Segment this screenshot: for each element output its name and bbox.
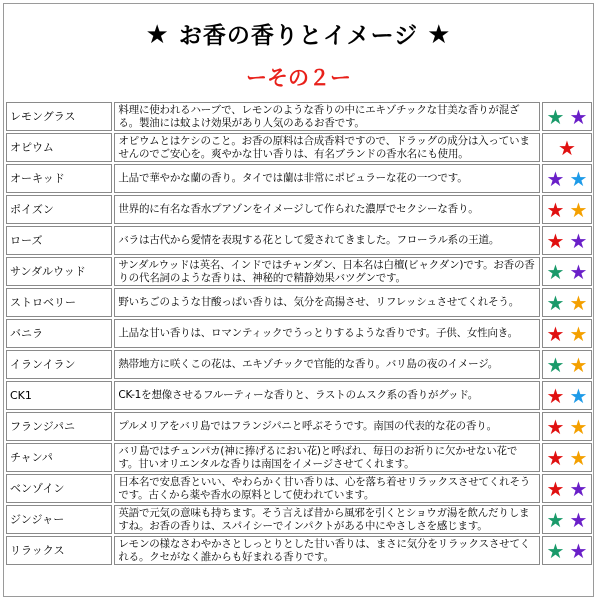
orange-star-icon: ★ (569, 197, 588, 222)
table-row (6, 350, 592, 379)
table-row (6, 412, 592, 441)
incense-name: オピウム (6, 133, 112, 162)
incense-description: サンダルウッドは英名、インドではチャンダン、日本名は白檀(ビャクダン)です。お香の香りの代名詞のような香りは、神秘的で精静効果バツグンです。 (114, 257, 539, 286)
incense-name: リラックス (6, 536, 112, 565)
incense-name: オーキッド (6, 164, 112, 193)
incense-table-body (6, 102, 592, 565)
table-row (6, 536, 592, 565)
image-stars (542, 443, 592, 472)
purple-star-icon: ★ (569, 538, 588, 563)
table-row (6, 257, 592, 286)
title-star-right-icon: ★ (427, 20, 452, 50)
incense-description: バラは古代から愛情を表現する花として愛されてきました。フローラル系の王道。 (114, 226, 539, 255)
red-star-icon: ★ (546, 228, 565, 253)
incense-name: ローズ (6, 226, 112, 255)
table-row (6, 226, 592, 255)
incense-name: CK1 (6, 381, 112, 410)
purple-star-icon: ★ (569, 228, 588, 253)
purple-star-icon: ★ (546, 166, 565, 191)
incense-name: ジンジャー (6, 505, 112, 534)
table-row (6, 443, 592, 472)
table-row (6, 195, 592, 224)
incense-description: オピウムとはケシのこと。お香の原料は合成香料ですので、ドラッグの成分は入っていませんのでご安心を。爽やかな甘い香りは、有名ブランドの香水名にも使用。 (114, 133, 539, 162)
image-stars (542, 288, 592, 317)
incense-description: 英語で元気の意味も持ちます。そう言えば昔から風邪を引くとショウガ湯を飲んだりしますね。お香の香りは、スパイシーでインパクトがある中にやさしさを感じます。 (114, 505, 539, 534)
incense-name: イランイラン (6, 350, 112, 379)
orange-star-icon: ★ (569, 445, 588, 470)
image-stars (542, 226, 592, 255)
orange-star-icon: ★ (569, 414, 588, 439)
title-star-left-icon: ★ (145, 20, 170, 50)
green-star-icon: ★ (546, 352, 565, 377)
incense-name: レモングラス (6, 102, 112, 131)
incense-name: フランジパニ (6, 412, 112, 441)
image-stars (542, 102, 592, 131)
green-star-icon: ★ (546, 290, 565, 315)
incense-description: 上品で華やかな蘭の香り。タイでは蘭は非常にポピュラーな花の一つです。 (114, 164, 539, 193)
incense-name: ストロベリー (6, 288, 112, 317)
image-stars (542, 474, 592, 503)
table-row (6, 319, 592, 348)
incense-description: 上品な甘い香りは、ロマンティックでうっとりするような香りです。子供、女性向き。 (114, 319, 539, 348)
image-stars (542, 164, 592, 193)
purple-star-icon: ★ (569, 104, 588, 129)
image-stars (542, 412, 592, 441)
red-star-icon: ★ (546, 445, 565, 470)
incense-name: ポイズン (6, 195, 112, 224)
image-stars (542, 505, 592, 534)
incense-description: 料理に使われるハーブで、レモンのような香りの中にエキゾチックな甘美な香りが混ざる。製油には蚊よけ効果があり人気のあるお香です。 (114, 102, 539, 131)
table-row (6, 164, 592, 193)
table-row (6, 288, 592, 317)
image-stars (542, 195, 592, 224)
table-row (6, 133, 592, 162)
table-row (6, 381, 592, 410)
purple-star-icon: ★ (569, 259, 588, 284)
green-star-icon: ★ (546, 507, 565, 532)
table-row (6, 505, 592, 534)
red-star-icon: ★ (546, 197, 565, 222)
green-star-icon: ★ (546, 104, 565, 129)
red-star-icon: ★ (546, 321, 565, 346)
red-star-icon: ★ (546, 414, 565, 439)
incense-name: チャンパ (6, 443, 112, 472)
purple-star-icon: ★ (569, 507, 588, 532)
table-row (6, 102, 592, 131)
table-row (6, 474, 592, 503)
image-stars (542, 319, 592, 348)
image-stars (542, 350, 592, 379)
incense-description: CK-1を想像させるフルーティーな香りと、ラストのムスク系の香りがグッド。 (114, 381, 539, 410)
red-star-icon: ★ (546, 383, 565, 408)
incense-description: 野いちごのような甘酸っぱい香りは、気分を高揚させ、リフレッシュさせてくれそう。 (114, 288, 539, 317)
image-stars (542, 536, 592, 565)
incense-description: 熱帯地方に咲くこの花は、エキゾチックで官能的な香り。バリ島の夜のイメージ。 (114, 350, 539, 379)
incense-name: サンダルウッド (6, 257, 112, 286)
green-star-icon: ★ (546, 259, 565, 284)
orange-star-icon: ★ (569, 352, 588, 377)
orange-star-icon: ★ (569, 290, 588, 315)
incense-description: レモンの様なさわやかさとしっとりとした甘い香りは、まさに気分をリラックスさせてくれる。クセがなく誰からも好まれる香りです。 (114, 536, 539, 565)
page-title (3, 20, 594, 51)
incense-table (4, 100, 594, 567)
image-stars (542, 257, 592, 286)
title-text: お香の香りとイメージ (178, 23, 419, 49)
image-stars (542, 381, 592, 410)
blue-star-icon: ★ (569, 383, 588, 408)
image-stars (542, 133, 592, 162)
incense-description: 世界的に有名な香水プアゾンをイメージして作られた濃厚でセクシーな香り。 (114, 195, 539, 224)
incense-name: バニラ (6, 319, 112, 348)
incense-description: プルメリアをバリ島ではフランジパニと呼ぶそうです。南国の代表的な花の香り。 (114, 412, 539, 441)
incense-name: ベンゾイン (6, 474, 112, 503)
page-header (3, 4, 594, 100)
incense-description: 日本名で安息香といい、やわらかく甘い香りは、心を落ち着せリラックスさせてくれそうです。古くから薬や香水の原料として使われています。 (114, 474, 539, 503)
page-subtitle: ーその２ー (246, 66, 351, 90)
red-star-icon: ★ (557, 135, 576, 160)
green-star-icon: ★ (546, 538, 565, 563)
purple-star-icon: ★ (569, 476, 588, 501)
red-star-icon: ★ (546, 476, 565, 501)
orange-star-icon: ★ (569, 321, 588, 346)
incense-description: バリ島ではチュンパカ(神に捧げるにおい花)と呼ばれ、毎日のお祈りに欠かせない花です。甘いオリエンタルな香りは南国をイメージさせてくれます。 (114, 443, 539, 472)
blue-star-icon: ★ (569, 166, 588, 191)
